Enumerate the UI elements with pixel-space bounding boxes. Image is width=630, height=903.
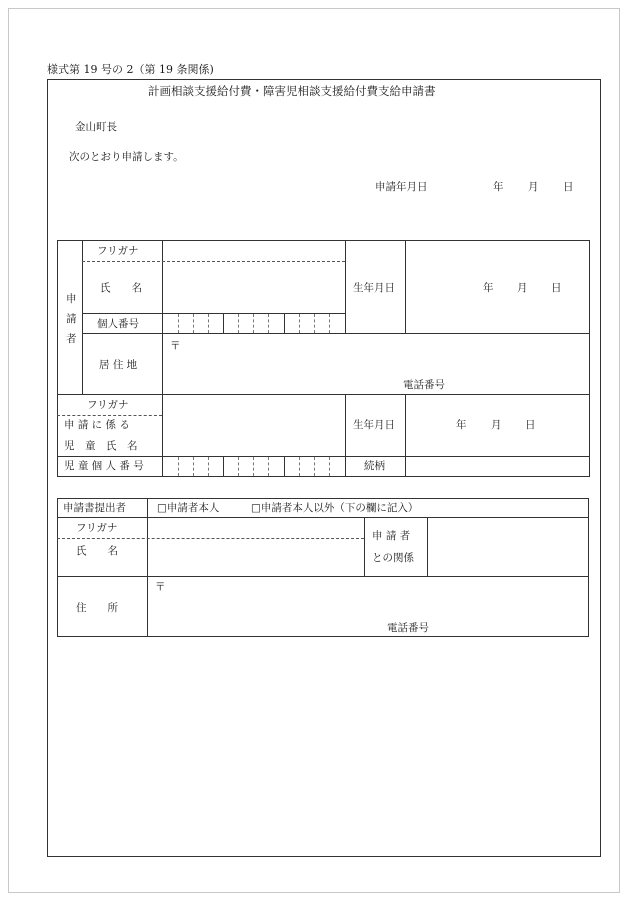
child-name-label-line1: 申 請 に 係 る — [64, 419, 130, 431]
application-date-month: 月 — [528, 181, 539, 193]
application-date-year: 年 — [493, 181, 504, 193]
application-date-day: 日 — [563, 181, 574, 193]
child-relation-label: 続柄 — [364, 460, 385, 472]
submitter-furigana-label: フリガナ — [76, 522, 118, 534]
submitter-option-other[interactable]: □申請者本人以外（下の欄に記入） — [251, 502, 419, 514]
child-id-label: 児 童 個 人 番 号 — [64, 460, 144, 472]
application-date-label: 申請年月日 — [375, 181, 428, 193]
child-dob-day: 日 — [525, 419, 536, 431]
form-title: 計画相談支援給付費・障害児相談支援給付費支給申請書 — [148, 84, 436, 98]
submitter-relation-label-line1: 申 請 者 — [372, 530, 411, 542]
submitter-postal-mark: 〒 — [155, 581, 166, 593]
applicant-name-label: 氏 名 — [100, 282, 142, 294]
form-reference: 様式第 19 号の 2（第 19 条関係) — [47, 63, 214, 76]
applicant-address-label: 居 住 地 — [99, 359, 138, 371]
applicant-dob-label: 生年月日 — [353, 282, 395, 294]
applicant-furigana-label: フリガナ — [97, 245, 139, 257]
applicant-phone-label: 電話番号 — [403, 379, 445, 391]
submitter-option-self[interactable]: □申請者本人 — [157, 502, 220, 514]
submitter-address-label: 住 所 — [76, 602, 118, 614]
intro-text: 次のとおり申請します。 — [69, 151, 184, 163]
submitter-phone-label: 電話番号 — [387, 622, 429, 634]
applicant-id-label: 個人番号 — [97, 318, 139, 330]
applicant-dob-year: 年 — [483, 282, 494, 294]
submitter-relation-label-line2: との関係 — [372, 552, 414, 564]
applicant-side-label-2: 請 — [66, 313, 77, 325]
applicant-side-label-3: 者 — [66, 333, 77, 345]
applicant-dob-month: 月 — [517, 282, 528, 294]
submitter-label: 申請書提出者 — [63, 502, 126, 514]
child-name-label-line2: 児 童 氏 名 — [64, 440, 138, 452]
applicant-dob-day: 日 — [551, 282, 562, 294]
child-dob-month: 月 — [491, 419, 502, 431]
addressee: 金山町長 — [75, 121, 117, 133]
child-dob-year: 年 — [456, 419, 467, 431]
child-furigana-label: フリガナ — [87, 399, 129, 411]
applicant-postal-mark: 〒 — [170, 340, 181, 352]
child-dob-label: 生年月日 — [353, 419, 395, 431]
submitter-name-label: 氏 名 — [76, 545, 118, 557]
applicant-side-label-1: 申 — [66, 293, 77, 305]
